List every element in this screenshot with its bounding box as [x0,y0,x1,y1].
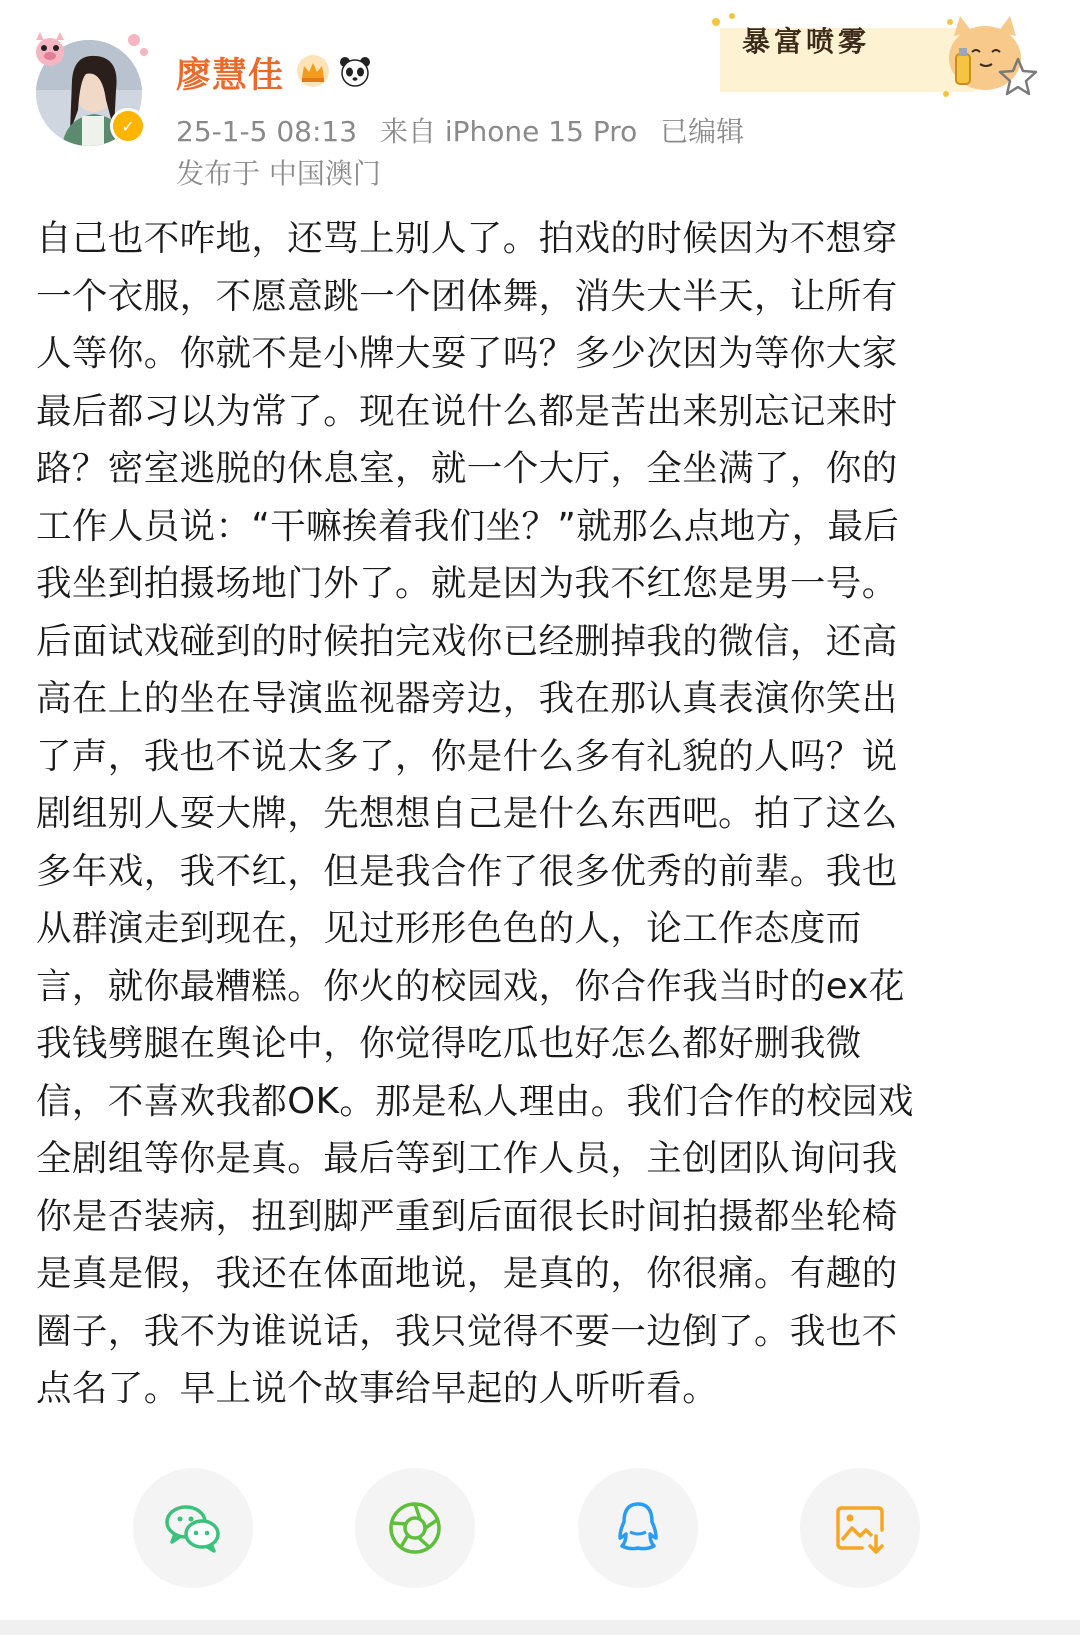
post-text-line: 一个衣服，不愿意跳一个团体舞，消失大半天，让所有 [36,275,898,317]
star-icon[interactable] [998,56,1038,96]
post-header [0,0,1080,200]
post-text-line: 路？密室逃脱的休息室，就一个大厅，全坐满了，你的 [36,448,898,489]
post-text-line: 我坐到拍摄场地门外了。就是因为我不红您是男一号。 [36,563,898,604]
post-text-line: 言，就你最糟糕。你火的校园戏，你合作我当时的ex花 [36,965,905,1007]
post-text-line: 点名了。早上说个故事给早起的人听听看。 [36,1368,719,1409]
crown-icon [296,54,330,88]
avatar[interactable] [36,40,142,146]
post-location: 发布于 中国澳门 [176,157,381,190]
avatar-decoration-icon [30,22,154,82]
share-moments-button[interactable] [355,1468,475,1588]
post-text-line: 我钱劈腿在舆论中，你觉得吃瓜也好怎么都好删我微 [36,1023,862,1064]
bottom-divider [0,1620,1080,1635]
post-source: 来自 iPhone 15 Pro [379,115,638,148]
share-wechat-button[interactable] [133,1468,253,1588]
post-text-line: 多年戏，我不红，但是我合作了很多优秀的前辈。我也 [36,850,898,892]
post-body [36,210,1048,1418]
post-text-line: 信，不喜欢我都OK。那是私人理由。我们合作的校园戏 [36,1080,914,1122]
post-text-line: 圈子，我不为谁说话，我只觉得不要一边倒了。我也不 [36,1310,898,1352]
save-image-button[interactable] [800,1468,920,1588]
post-text-line: 从群演走到现在，见过形形色色的人，论工作态度而 [36,908,862,949]
panda-icon [338,54,372,88]
post-text-line: 高在上的坐在导演监视器旁边，我在那认真表演你笑出 [36,678,898,719]
post-text-line: 人等你。你就不是小牌大耍了吗？多少次因为等你大家 [36,333,898,374]
post-text-line: 全剧组等你是真。最后等到工作人员，主创团队询问我 [36,1138,898,1179]
card-text: 暴富喷雾 [742,25,871,58]
wechat-icon [161,1496,225,1560]
post-text-line: 剧组别人耍大牌，先想想自己是什么东西吧。拍了这么 [36,793,898,834]
post-meta [176,110,758,150]
post-text-line: 后面试戏碰到的时候拍完戏你已经删掉我的微信，还高 [36,620,898,662]
share-bar [0,1468,1080,1598]
edited-label[interactable]: 已编辑 [660,115,745,148]
post-timestamp: 25-1-5 08:13 [176,115,358,148]
post-text-line: 工作人员说：“干嘛挨着我们坐？”就那么点地方，最后 [36,505,900,547]
post-text-line: 你是否装病，扭到脚严重到后面很长时间拍摄都坐轮椅 [36,1195,898,1237]
username[interactable]: 廖慧佳 [176,56,285,96]
post-text-line: 最后都习以为常了。现在说什么都是苦出来别忘记来时 [36,390,898,432]
verified-icon: ✓ [110,108,146,144]
moments-icon [383,1496,447,1560]
post-text-line: 了声，我也不说太多了，你是什么多有礼貌的人吗？说 [36,735,898,777]
post-text-line: 自己也不咋地，还骂上别人了。拍戏的时候因为不想穿 [36,218,898,259]
post-text-line: 是真是假，我还在体面地说，是真的，你很痛。有趣的 [36,1253,898,1294]
share-qq-button[interactable] [578,1468,698,1588]
qq-icon [606,1496,670,1560]
save-image-icon [828,1496,892,1560]
